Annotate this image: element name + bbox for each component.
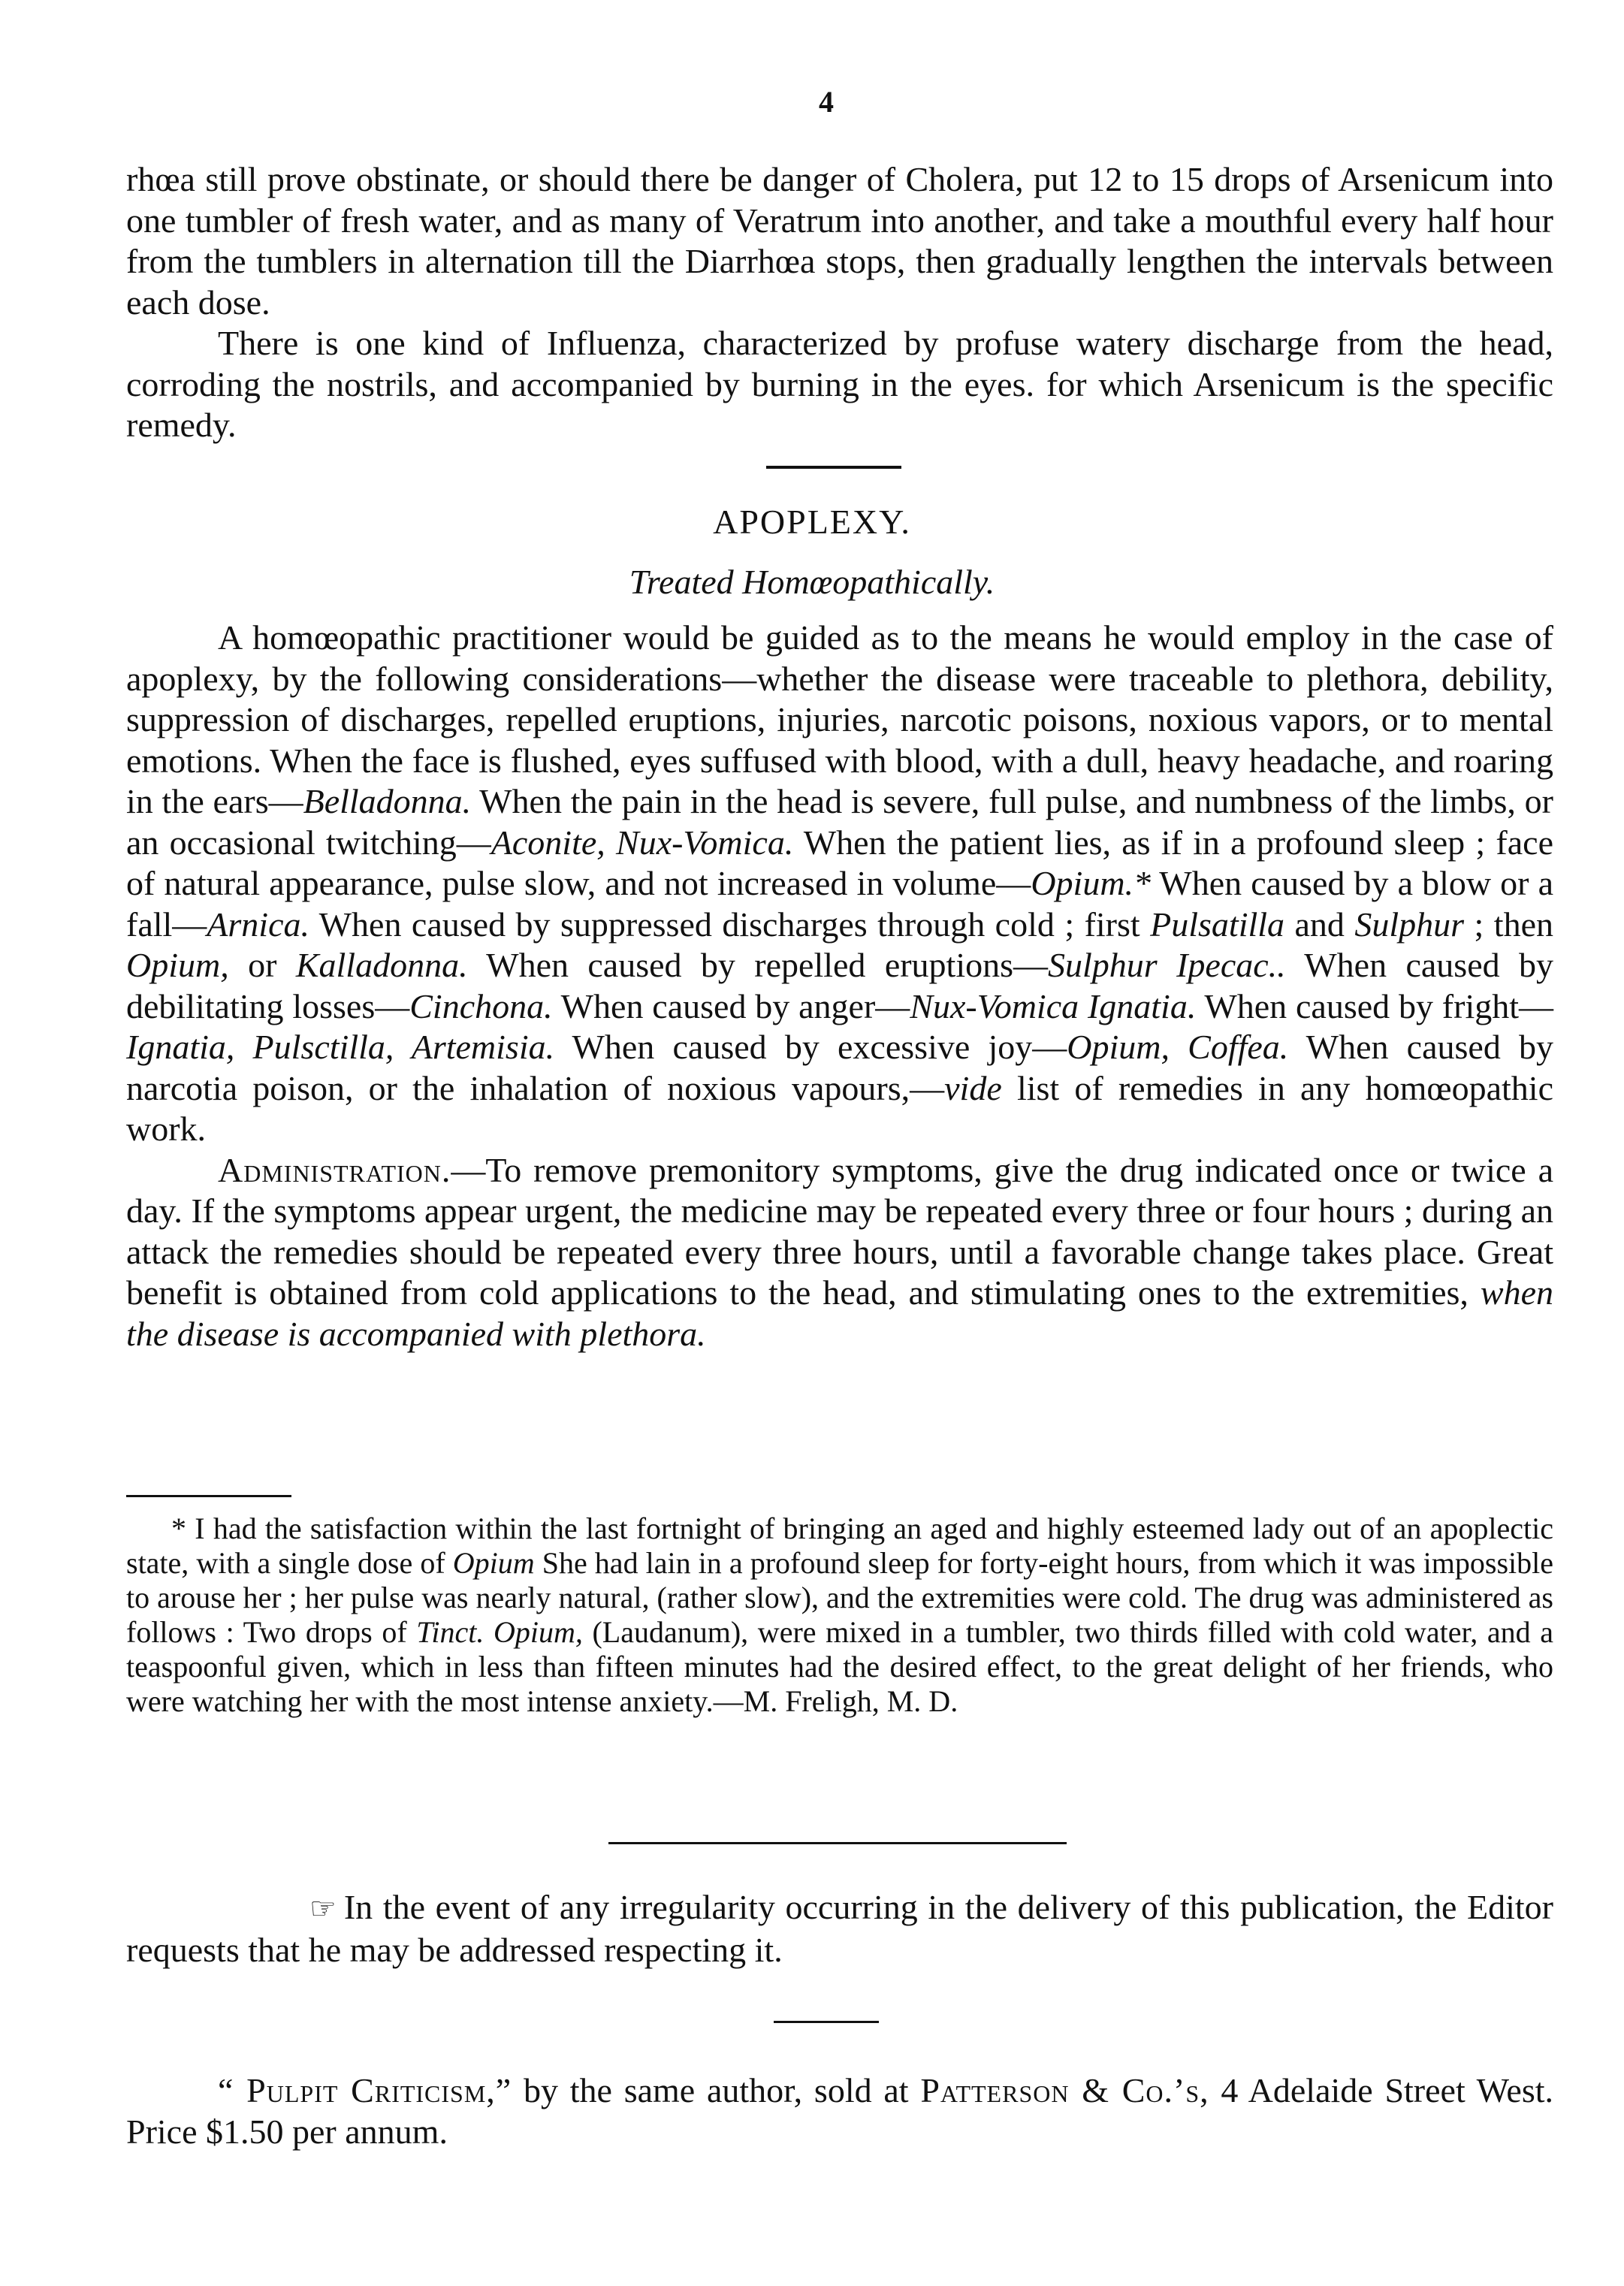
notice-paragraph [126, 1887, 1553, 1970]
advert-section [126, 2070, 1553, 2152]
notice-text: In the event of any irregularity occurring in the delivery of this publication, the Editor requests that he may be addressed respecting it. [126, 1888, 1553, 1969]
italic-text: Ignatia, Pulsctilla, Artemisia. [126, 1028, 555, 1066]
italic-text: Aconite, Nux-Vomica. [491, 823, 794, 862]
section-subtitle: Treated Homœopathically. [629, 563, 995, 601]
advert-divider [774, 2021, 879, 2023]
italic-text: Cinchona. [409, 986, 553, 1025]
intro-paragraph-influenza: There is one kind of Influenza, characterized by profuse watery discharge from the head, corroding the nostrils, and accompanied by burning in the eyes. for which Arsenicum is the specific remedy. [126, 324, 1553, 444]
italic-text: Nux-Vomica Ignatia. [910, 986, 1197, 1025]
italic-text: Tinct. Opium, [416, 1615, 583, 1649]
intro-section [126, 159, 1553, 446]
administration-paragraph [126, 1150, 1553, 1355]
apoplexy-section [126, 618, 1553, 1354]
italic-text: Sulphur [1354, 904, 1465, 944]
italic-text: Arnica. [207, 904, 309, 944]
apoplexy-paragraph: A homœopathic practitioner would be guided as to the means he would employ in the case of apoplexy, by the following considerations—whether the disease were traceable to plethora, debility, suppression of discharges, repelled eruptions, injuries, narcotic poisons, noxious vapors, or to mental emotions. When the face is flushed, eyes suffused with blood, with a dull, heavy headache, and roaring in the ears—Belladonna. When the pain in the head is severe, full pulse, and numbness of the limbs, or an occasional twitching—Aconite, Nux-Vomica. When the patient lies, as if in a profound sleep ; face of natural appearance, pulse slow, and not increased in volume—Opium.* When caused by a blow or a fall—Arnica. When caused by suppressed discharges through cold ; first Pulsatilla and Sulphur ; then Opium, or Kalladonna. When caused by repelled eruptions—Sulphur Ipecac.. When caused by debilitating losses—Cinchona. When caused by anger—Nux-Vomica Ignatia. When caused by fright—Ignatia, Pulsctilla, Artemisia. When caused by excessive joy—Opium, Coffea. When caused by narcotia poison, or the inhalation of noxious vapours,—vide list of remedies in any homœopathic work. [126, 618, 1554, 1148]
footnote-text: * I had the satisfaction within the last fortnight of bringing an aged and highly esteemed lady out of an apoplectic state, with a single dose of Opium She had lain in a profound sleep for forty-eight hours, from which it was impossible to arouse her ; her pulse was nearly natural, (rather slow), and the extremities were cold. The drug was administered as follows : Two drops of Tinct. Opium, (Laudanum), were mixed in a tumbler, two thirds filled with cold water, and a teaspoonful given, which in less than fifteen minutes had the desired effect, to the great delight of her friends, who were watching her with the most intense anxiety.—M. Freligh, M. D. [126, 1511, 1554, 1718]
italic-text: when the disease is accompanied with plethora. [126, 1273, 1553, 1353]
pointing-hand-icon: ☞ [309, 1892, 337, 1925]
page-number: 4 [819, 85, 834, 119]
advert-rest: 4 Adelaide Street West. Price $1.50 per annum. [126, 2071, 1553, 2151]
footnote-divider [126, 1495, 291, 1497]
italic-text: Opium, [126, 946, 229, 984]
section-divider [766, 466, 901, 469]
footnote [126, 1511, 1553, 1719]
italic-text: Belladonna. [303, 782, 472, 820]
intro-paragraph-cholera: rhœa still prove obstinate, or should there be danger of Cholera, put 12 to 15 drops of Arsenicum into one tumbler of fresh water, and as many of Veratrum into another, and take a mouthful every half hour from the tumblers in alternation till the Diarrhœa stops, then gradually lengthen the intervals between each dose. [126, 160, 1553, 322]
administration-label: Administration. [218, 1150, 451, 1189]
notice-divider [608, 1842, 1067, 1844]
italic-text: Opium [452, 1546, 535, 1580]
italic-text: Sulphur Ipecac.. [1048, 946, 1286, 984]
italic-text: Opium, Coffea. [1067, 1028, 1289, 1066]
administration-text: —To remove premonitory symptoms, give the drug indicated once or twice a day. If the symptoms appear urgent, the medicine may be repeated every three or four hours ; during an attack the remedies should be repeated every three hours, until a favorable change takes place. Great benefit is obtained from cold applications to the head, and stimulating ones to the extremities, when the disease is accompanied with plethora. [126, 1150, 1553, 1353]
advert-seller: Patterson & Co.’s, [920, 2071, 1209, 2109]
notice-section [126, 1887, 1553, 1970]
italic-text: Pulsatilla [1150, 904, 1285, 944]
advert-title: “ Pulpit Criticism,” [218, 2071, 512, 2109]
italic-text: vide [944, 1068, 1002, 1107]
advert-by: by the same author, sold at [512, 2071, 921, 2109]
italic-text: Kalladonna. [295, 946, 468, 984]
advert-paragraph [126, 2070, 1553, 2152]
section-title: APOPLEXY. [713, 503, 911, 541]
italic-text: Opium.* [1031, 864, 1152, 902]
